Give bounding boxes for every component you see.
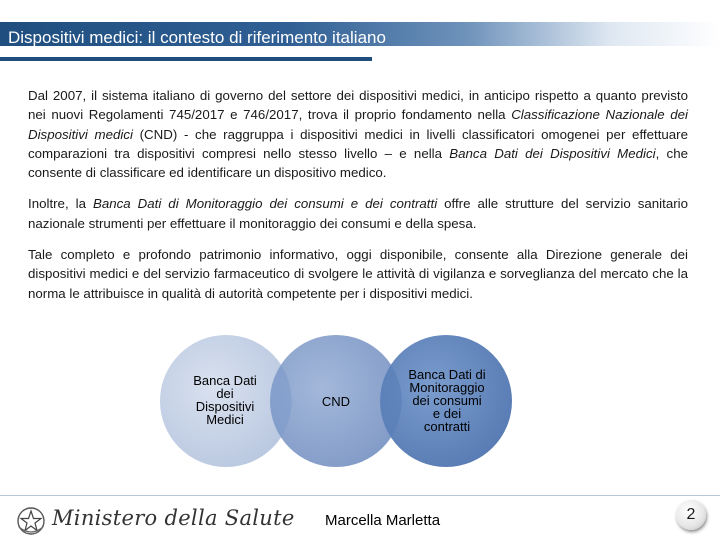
author-name: Marcella Marletta bbox=[325, 512, 441, 529]
italian-republic-emblem-icon bbox=[14, 505, 48, 537]
p1-emph-cnd: Classificazione Nazionale dei Dispositivi medici bbox=[28, 107, 689, 142]
label-line: CND bbox=[321, 394, 351, 409]
paragraph-3: Tale completo e profondo patrimonio informativo, oggi disponibile, consente alla Direzione generale dei dispositivi medici e del servizio farmaceutico di svolgere le attività di vigilanza e sorveglianza del mercato che la norma le attribuisce in qualità di autorità competente per i dispositivi medici. bbox=[28, 247, 688, 301]
label-line: e dei bbox=[432, 406, 462, 421]
p2-emph-monitoraggio: Banca Dati di Monitoraggio dei consumi e dei contratti bbox=[92, 196, 438, 212]
p1-text-c: (CND) - che raggruppa i dispositivi medici in livelli classificatori omogenei per effettuare comparazioni tra dispositivi compresi nello stesso livello – e nella bbox=[28, 126, 688, 161]
label-line: Monitoraggio bbox=[409, 380, 485, 395]
label-line: contratti bbox=[423, 419, 471, 434]
label-line: Banca Dati bbox=[193, 373, 257, 388]
label-line: Banca Dati di bbox=[408, 367, 486, 382]
label-line: Dispositivi bbox=[195, 399, 255, 414]
label-banca-dati-dispositivi bbox=[180, 374, 270, 426]
ministry-name: Ministero della Salute bbox=[52, 506, 295, 530]
page-number-badge: 2 bbox=[676, 500, 706, 530]
p2-text-a: Inoltre, la bbox=[28, 196, 93, 212]
footer-divider bbox=[0, 495, 720, 496]
label-line: Medici bbox=[206, 412, 244, 427]
label-banca-dati-monitoraggio bbox=[398, 368, 496, 433]
slide-title: Dispositivi medici: il contesto di riferimento italiano bbox=[8, 28, 386, 46]
label-line: dei consumi bbox=[412, 393, 482, 408]
p1-emph-banca-dati: Banca Dati dei Dispositivi Medici bbox=[449, 145, 656, 161]
p1-text-a: Dal 2007, il sistema italiano di governo del settore dei dispositivi medici, in anticipo rispetto a quanto previsto nei nuovi Regolamenti 745/2017 e 746/2017, trova il proprio fondamento nella bbox=[28, 88, 688, 123]
p1-text-e: , che consente di classificare ed identificare un dispositivo medico. bbox=[28, 145, 688, 181]
p2-text-c: offre alle strutture del servizio sanitario nazionale strumenti per effettuare il monitoraggio dei consumi e della spesa. bbox=[28, 196, 688, 231]
label-line: dei bbox=[216, 386, 234, 401]
label-cnd bbox=[306, 395, 366, 408]
